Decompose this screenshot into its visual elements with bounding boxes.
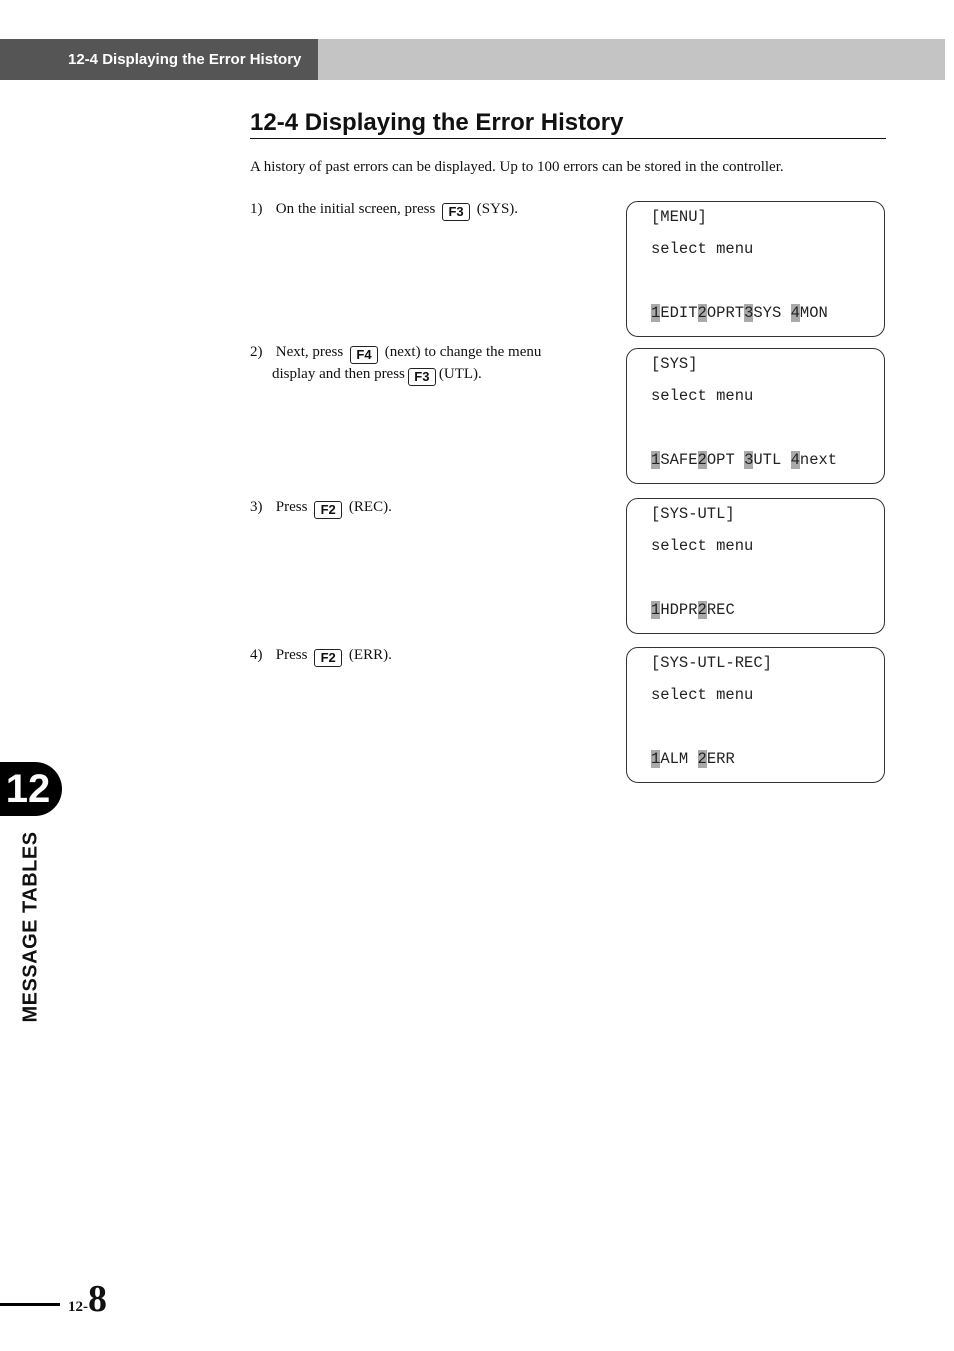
lcd-screen-menu (626, 201, 885, 337)
lcd-prompt: select menu (651, 537, 754, 555)
lcd-key-number: 1 (651, 750, 661, 768)
lcd-key-number: 1 (651, 304, 661, 322)
lcd-prompt: select menu (651, 387, 754, 405)
lcd-title: [SYS-UTL] (651, 505, 735, 523)
step-2 (250, 342, 568, 386)
lcd-screen-sys-utl-rec (626, 647, 885, 783)
step-3 (250, 497, 568, 519)
lcd-title: [SYS] (651, 355, 698, 373)
section-title: 12-4 Displaying the Error History (250, 104, 886, 139)
step-1 (250, 199, 568, 221)
lcd-key-label: HDPR (660, 601, 698, 619)
lcd-key-number: 3 (744, 304, 754, 322)
lcd-key-label: REC (706, 601, 735, 619)
lcd-key-number: 2 (697, 750, 707, 768)
step-text: (UTL). (438, 366, 482, 382)
step-number: 2) (250, 344, 263, 360)
lcd-key-label: EDIT (660, 304, 698, 322)
lcd-key-number: 3 (744, 451, 754, 469)
lcd-title: [MENU] (651, 208, 707, 226)
lcd-key-label: SAFE (660, 451, 698, 469)
lcd-key-label: ALM (660, 750, 698, 768)
lcd-function-row (651, 303, 828, 323)
page-number-value: 8 (88, 1278, 107, 1320)
page-number (68, 1280, 107, 1318)
lcd-title: [SYS-UTL-REC] (651, 654, 772, 672)
key-f3-icon: F3 (408, 368, 436, 386)
lcd-screen-sys (626, 348, 885, 484)
lcd-key-label: SYS (753, 304, 791, 322)
lcd-key-label: MON (799, 304, 828, 322)
chapter-label-text: MESSAGE TABLES (19, 831, 42, 1023)
key-f2-icon: F2 (314, 501, 342, 519)
lcd-key-label: ERR (706, 750, 735, 768)
key-f2-icon: F2 (314, 649, 342, 667)
lcd-key-number: 4 (790, 451, 800, 469)
chapter-number-tab: 12 (0, 762, 62, 816)
lcd-function-row (651, 749, 735, 769)
running-header: 12-4 Displaying the Error History (0, 39, 318, 80)
step-text: (REC). (348, 499, 392, 515)
lcd-key-number: 1 (651, 451, 661, 469)
step-text: (next) to change the menu (384, 344, 542, 360)
page-number-prefix: 12- (68, 1299, 88, 1315)
step-number: 1) (250, 201, 263, 217)
lcd-key-number: 4 (790, 304, 800, 322)
lcd-key-label: OPRT (706, 304, 745, 322)
lcd-function-row (651, 450, 837, 470)
footer-rule (0, 1303, 60, 1306)
step-text-continuation (250, 364, 568, 386)
step-4 (250, 645, 568, 667)
lcd-prompt: select menu (651, 686, 754, 704)
lcd-prompt: select menu (651, 240, 754, 258)
lcd-screen-sys-utl (626, 498, 885, 634)
step-number: 4) (250, 647, 263, 663)
lcd-key-number: 2 (697, 304, 707, 322)
intro-paragraph: A history of past errors can be displayed. Up to 100 errors can be stored in the controller. (250, 159, 784, 175)
header-band (0, 39, 945, 80)
lcd-key-number: 2 (697, 601, 707, 619)
lcd-key-number: 1 (651, 601, 661, 619)
lcd-key-number: 2 (697, 451, 707, 469)
step-text: (ERR). (348, 647, 392, 663)
key-f4-icon: F4 (350, 346, 378, 364)
step-text: On the initial screen, press (275, 201, 436, 217)
step-number: 3) (250, 499, 263, 515)
lcd-function-row (651, 600, 735, 620)
step-text: Press (275, 499, 308, 515)
lcd-key-label: next (799, 451, 838, 469)
lcd-key-label: UTL (753, 451, 791, 469)
step-text: Press (275, 647, 308, 663)
step-text: Next, press (275, 344, 344, 360)
key-f3-icon: F3 (442, 203, 470, 221)
step-text: (SYS). (476, 201, 519, 217)
step-text: display and then press (272, 366, 405, 382)
lcd-key-label: OPT (706, 451, 745, 469)
